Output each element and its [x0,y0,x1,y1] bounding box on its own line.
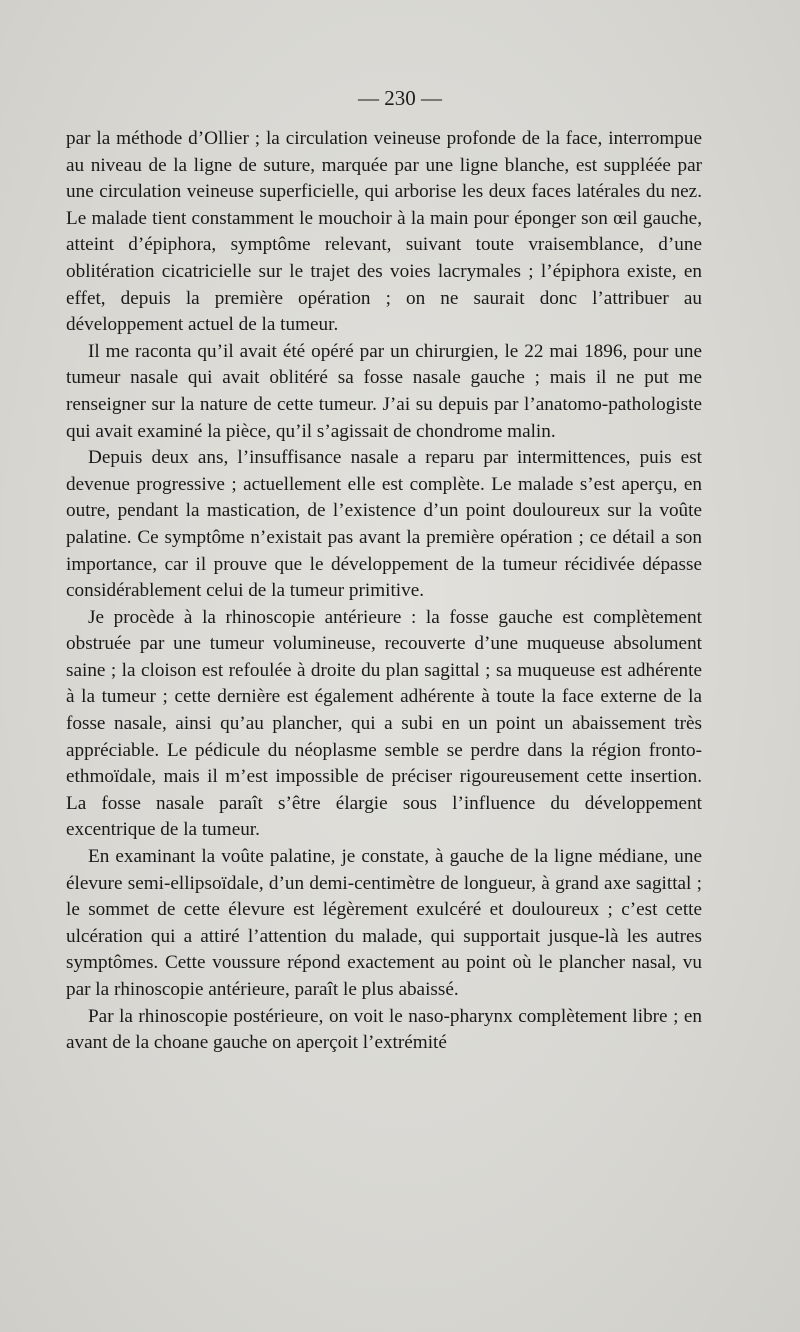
paragraph-3: Depuis deux ans, l’insuffisance nasale a reparu par intermittences, puis est devenue progressive ; actuellement elle est complète. Le malade s’est aperçu, en outre, pendant la mastication, de l’existence d’un point douloureux sur la voûte palatine. Ce symptôme n’existait pas avant la première opération ; ce détail a son importance, car il prouve que le développement de la tumeur récidivée dépasse considérablement celui de la tumeur primitive. [66,447,702,602]
paragraph-6: Par la rhinoscopie postérieure, on voit le naso-pharynx complètement libre ; en avant de la choane gauche on aperçoit l’extrémité [66,1005,702,1054]
page-number: — 230 — [358,86,442,110]
paragraph-2: Il me raconta qu’il avait été opéré par un chirurgien, le 22 mai 1896, pour une tumeur nasale qui avait oblitéré sa fosse nasale gauche ; mais il ne put me renseigner sur la nature de cette tumeur. J’ai su depuis par l’anatomo-pathologiste qui avait examiné la pièce, qu’il s’agissait de chondrome malin. [66,340,702,442]
paragraph-4: Je procède à la rhinoscopie antérieure : la fosse gauche est complètement obstruée par une tumeur volumineuse, recouverte d’une muqueuse absolument saine ; la cloison est refoulée à droite du plan sagittal ; sa muqueuse est adhérente à la tumeur ; cette dernière est également adhérente à toute la face externe de la fosse nasale, ainsi qu’au plancher, qui a subi en un point un abaissement très appréciable. Le pédicule du néoplasme semble se perdre dans la région fronto-ethmoïdale, mais il m’est impossible de préciser rigoureusement cette insertion. La fosse nasale paraît s’être élargie sous l’influence du développement excentrique de la tumeur. [66,606,702,841]
paragraph-1: par la méthode d’Ollier ; la circulation veineuse profonde de la face, interrompue au niveau de la ligne de suture, marquée par une ligne blanche, est suppléée par une circulation veineuse superficielle, qui arborise les deux faces latérales du nez. Le malade tient constamment le mouchoir à la main pour éponger son œil gauche, atteint d’épiphora, symptôme relevant, suivant toute vraisemblance, d’une oblitération cicatricielle sur le trajet des voies lacrymales ; l’épiphora existe, en effet, depuis la première opération ; on ne saurait donc l’attribuer au développement actuel de la tumeur. [66,128,702,336]
paragraph-5: En examinant la voûte palatine, je constate, à gauche de la ligne médiane, une élevure semi-ellipsoïdale, d’un demi-centimètre de longueur, à grand axe sagittal ; le sommet de cette élevure est légèrement exulcéré et douloureux ; c’est cette ulcération qui a attiré l’attention du malade, qui supportait jusque-là les autres symptômes. Cette voussure répond exactement au point où le plancher nasal, vu par la rhinoscopie antérieure, paraît le plus abaissé. [66,846,702,1000]
body-text [66,126,702,1057]
